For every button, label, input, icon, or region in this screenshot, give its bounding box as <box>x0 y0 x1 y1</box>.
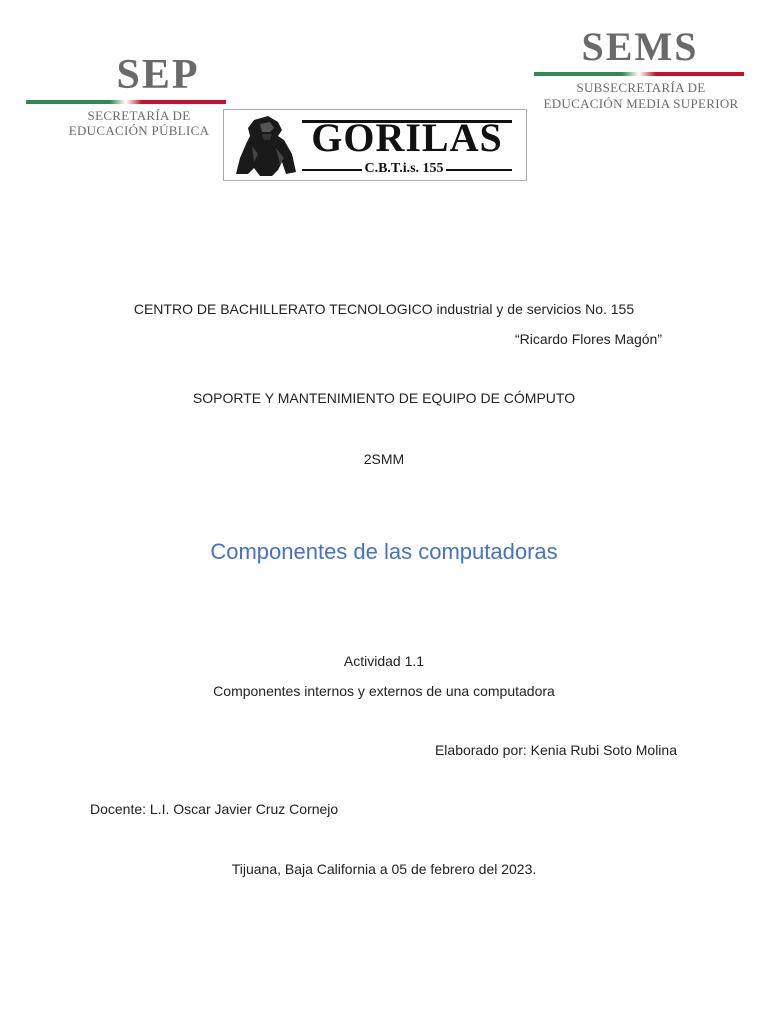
gorilas-logo-subtitle: C.B.T.i.s. 155 <box>364 161 444 176</box>
teacher-line: Docente: L.I. Oscar Javier Cruz Cornejo <box>90 801 339 817</box>
sems-logo-subtitle <box>536 80 746 112</box>
gorilas-logo <box>223 109 527 181</box>
gorilas-rule-right <box>446 169 512 171</box>
subject-name: SOPORTE Y MANTENIMIENTO DE EQUIPO DE CÓMPUTO <box>192 390 576 406</box>
sep-logo-word: SEP <box>116 52 200 98</box>
sep-subtitle-line2: EDUCACIÓN PÚBLICA <box>68 123 210 138</box>
author-line: Elaborado por: Kenia Rubi Soto Molina <box>434 742 677 758</box>
sems-flag-bar <box>534 72 744 76</box>
school-name: CENTRO DE BACHILLERATO TECNOLOGICO industrial y de servicios No. 155 <box>133 301 635 317</box>
school-motto: “Ricardo Flores Magón” <box>514 331 662 347</box>
sep-subtitle-line1: SECRETARÍA DE <box>87 108 191 123</box>
sep-logo-subtitle <box>44 108 234 138</box>
activity-description: Componentes internos y externos de una computadora <box>213 683 555 699</box>
gorilla-icon <box>232 114 298 178</box>
sems-subtitle-line1: SUBSECRETARÍA DE <box>576 80 706 95</box>
sep-flag-bar <box>26 100 226 104</box>
group-code: 2SMM <box>363 451 405 467</box>
sems-logo <box>530 24 745 119</box>
gorilas-logo-word: GORILAS <box>311 115 503 160</box>
sems-logo-word: SEMS <box>581 24 699 69</box>
sems-subtitle-line2: EDUCACIÓN MEDIA SUPERIOR <box>543 96 739 111</box>
document-title: Componentes de las computadoras <box>210 539 558 564</box>
sep-logo <box>24 52 230 142</box>
activity-number: Actividad 1.1 <box>343 653 425 669</box>
gorilas-rule-left <box>302 169 362 171</box>
place-date: Tijuana, Baja California a 05 de febrero del 2023. <box>231 861 537 877</box>
